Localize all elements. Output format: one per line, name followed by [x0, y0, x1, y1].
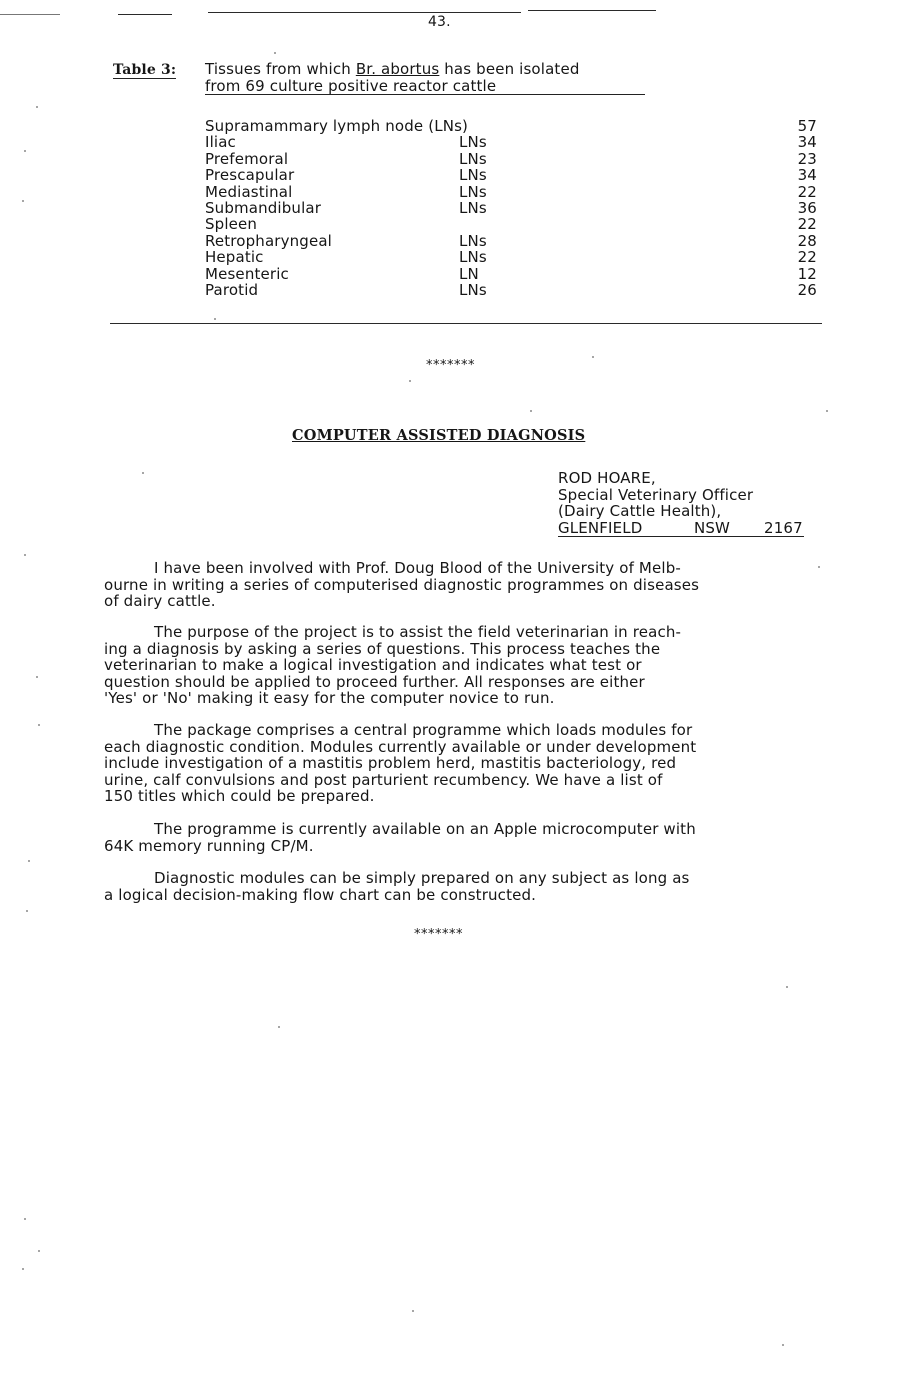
- table-row: [205, 216, 817, 232]
- paragraph-line: a logical decision-making flow chart can be constructed.: [104, 885, 537, 904]
- author-name: ROD HOARE,: [558, 469, 656, 487]
- section-separator: *******: [414, 927, 463, 942]
- paragraph-line: urine, calf convulsions and post parturient recumbency. We have a list of: [104, 770, 663, 789]
- paragraph-line: The programme is currently available on an Apple microcomputer with: [154, 820, 696, 838]
- table-row: [205, 249, 817, 265]
- tissue-type: LNs: [459, 280, 487, 299]
- isolation-count: 26: [797, 280, 817, 299]
- table-row: [205, 134, 817, 150]
- table-row: [205, 282, 817, 298]
- table-bottom-rule: [110, 323, 822, 324]
- address-postcode: 2167: [764, 518, 803, 537]
- tissue-type: LNs: [459, 231, 487, 250]
- top-rule-4: [528, 10, 656, 11]
- paragraph-line: question should be applied to proceed further. All responses are either: [104, 672, 645, 691]
- paragraph-line: 'Yes' or 'No' making it easy for the computer novice to run.: [104, 689, 555, 707]
- tissue-name: Retropharyngeal: [205, 231, 333, 250]
- paragraph: [104, 821, 804, 854]
- paragraph-line: ing a diagnosis by asking a series of questions. This process teaches the: [104, 639, 661, 658]
- paragraph-line: 64K memory running CP/M.: [104, 836, 314, 855]
- scan-speck: [530, 410, 532, 412]
- caption-organism: Br. abortus: [355, 60, 440, 78]
- scan-speck: [278, 1026, 280, 1028]
- article-title: COMPUTER ASSISTED DIAGNOSIS: [292, 427, 586, 444]
- scan-speck: [274, 52, 276, 54]
- paragraph-line: of dairy cattle.: [104, 592, 216, 610]
- tissue-name: Supramammary lymph node (LNs): [205, 117, 469, 135]
- paragraph-line: 150 titles which could be prepared.: [104, 787, 375, 805]
- tissue-table: [205, 118, 817, 298]
- paragraph: [104, 560, 804, 610]
- author-block: [558, 470, 808, 537]
- scan-speck: [38, 1250, 40, 1252]
- scan-speck: [142, 472, 144, 474]
- tissue-name: Iliac: [205, 133, 236, 152]
- isolation-count: 57: [797, 117, 817, 135]
- author-position: Special Veterinary Officer: [558, 485, 754, 504]
- paragraph-line: The purpose of the project is to assist the field veterinarian in reach-: [154, 623, 682, 641]
- address-state: NSW: [694, 518, 731, 537]
- scan-speck: [24, 1218, 26, 1220]
- scan-speck: [782, 1344, 784, 1346]
- tissue-type: LNs: [459, 248, 487, 267]
- table-row: [205, 184, 817, 200]
- scan-speck: [26, 910, 28, 912]
- section-separator: *******: [426, 358, 475, 373]
- scan-speck: [28, 860, 30, 862]
- tissue-name: Mediastinal: [205, 182, 293, 201]
- paragraph: [104, 624, 804, 707]
- paragraph-line: each diagnostic condition. Modules currently available or under development: [104, 737, 697, 756]
- tissue-name: Prescapular: [205, 166, 295, 185]
- address-town: GLENFIELD: [558, 518, 643, 537]
- author-affiliation: (Dairy Cattle Health),: [558, 502, 722, 520]
- scan-speck: [22, 1268, 24, 1270]
- isolation-count: 36: [797, 198, 817, 217]
- tissue-type: LNs: [459, 198, 487, 217]
- scan-speck: [22, 200, 24, 202]
- scan-speck: [826, 410, 828, 412]
- paragraph: [104, 870, 804, 903]
- isolation-count: 28: [797, 231, 817, 250]
- top-rule-2: [118, 14, 172, 15]
- scan-speck: [36, 106, 38, 108]
- top-rule-1: [0, 14, 60, 15]
- scan-speck: [592, 356, 594, 358]
- table-row: [205, 233, 817, 249]
- isolation-count: 12: [797, 264, 817, 283]
- paragraph-line: The package comprises a central programme which loads modules for: [154, 721, 693, 739]
- isolation-count: 22: [797, 182, 817, 201]
- author-address: [558, 520, 804, 538]
- caption-line2: from 69 culture positive reactor cattle: [205, 76, 497, 95]
- page-number: 43.: [428, 14, 451, 30]
- tissue-name: Spleen: [205, 215, 258, 234]
- table-row: [205, 266, 817, 282]
- scan-speck: [818, 566, 820, 568]
- scan-speck: [412, 1310, 414, 1312]
- tissue-type: LNs: [459, 166, 487, 185]
- paragraph-line: include investigation of a mastitis problem herd, mastitis bacteriology, red: [104, 754, 677, 772]
- tissue-name: Parotid: [205, 280, 259, 299]
- tissue-name: Mesenteric: [205, 264, 289, 283]
- scan-speck: [36, 676, 38, 678]
- table-row: [205, 118, 817, 134]
- table-label: Table 3:: [113, 62, 177, 78]
- tissue-type: LN: [459, 264, 479, 283]
- scan-speck: [24, 150, 26, 152]
- isolation-count: 22: [797, 215, 817, 234]
- paragraph-line: veterinarian to make a logical investigation and indicates what test or: [104, 656, 642, 674]
- isolation-count: 34: [797, 166, 817, 185]
- caption-suffix: has been isolated: [439, 60, 580, 78]
- isolation-count: 23: [797, 149, 817, 168]
- scan-speck: [38, 724, 40, 726]
- caption-prefix: Tissues from which: [205, 60, 356, 78]
- tissue-type: LNs: [459, 149, 487, 168]
- table-row: [205, 167, 817, 183]
- table-row: [205, 200, 817, 216]
- table-row: [205, 151, 817, 167]
- scan-speck: [214, 318, 216, 320]
- isolation-count: 34: [797, 133, 817, 152]
- paragraph: [104, 722, 804, 805]
- paragraph-line: Diagnostic modules can be simply prepared on any subject as long as: [154, 869, 690, 887]
- top-rule-3: [208, 12, 521, 13]
- tissue-type: LNs: [459, 133, 487, 152]
- tissue-type: LNs: [459, 182, 487, 201]
- scan-speck: [786, 986, 788, 988]
- table-caption-line-2: [205, 78, 645, 96]
- tissue-name: Hepatic: [205, 248, 264, 267]
- tissue-name: Submandibular: [205, 198, 322, 217]
- tissue-name: Prefemoral: [205, 149, 289, 168]
- paragraph-line: ourne in writing a series of computerised diagnostic programmes on diseases: [104, 575, 700, 594]
- paragraph-line: I have been involved with Prof. Doug Blood of the University of Melb-: [154, 559, 681, 577]
- table-caption: [205, 61, 650, 95]
- table-caption-line-1: [205, 61, 650, 78]
- scan-speck: [409, 380, 411, 382]
- isolation-count: 22: [797, 248, 817, 267]
- scan-speck: [24, 554, 26, 556]
